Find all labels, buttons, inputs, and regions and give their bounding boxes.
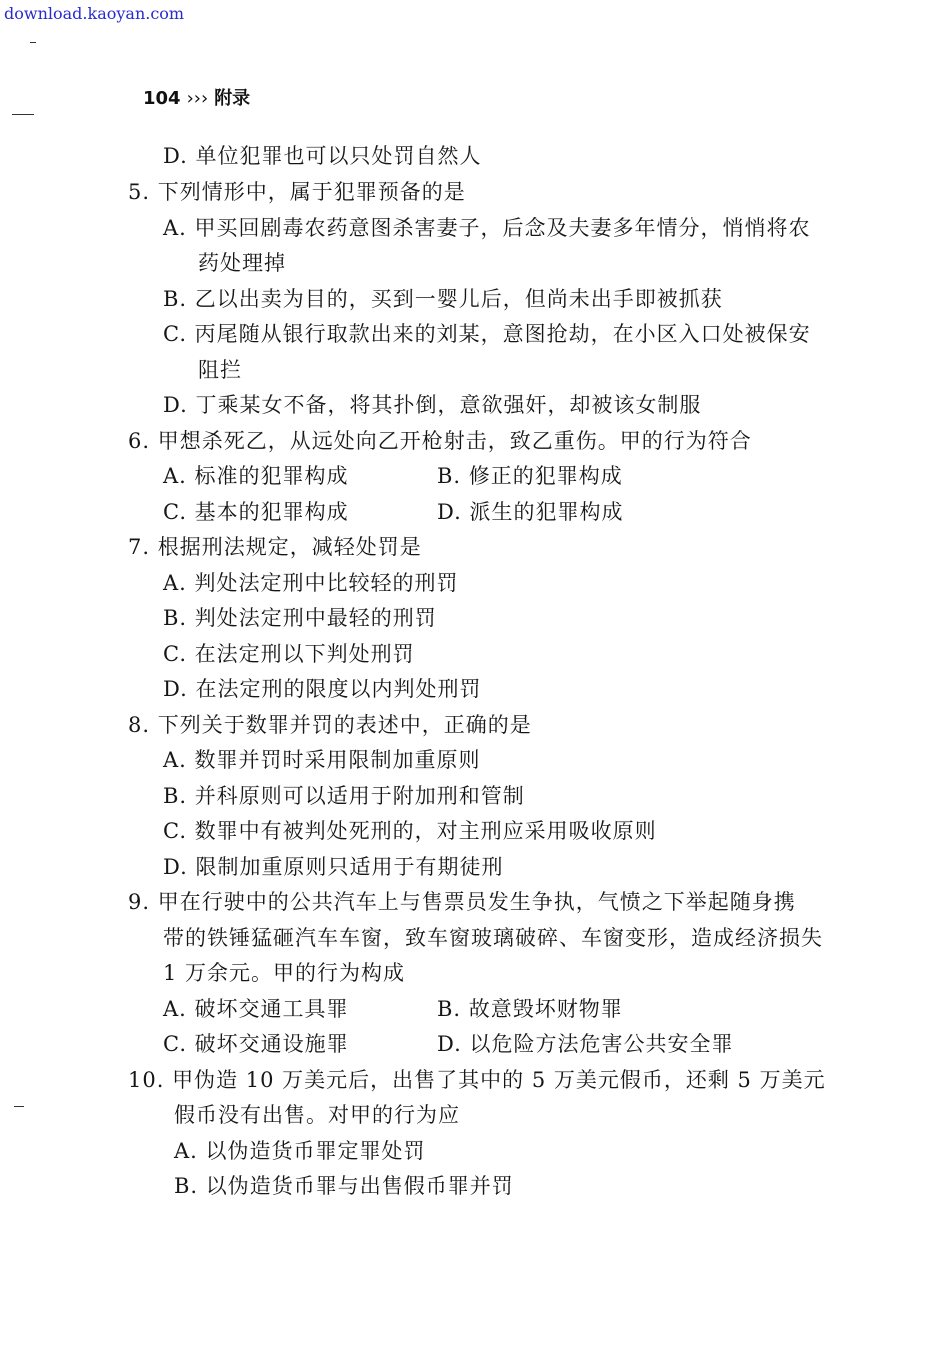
- page-number: 104: [143, 88, 181, 109]
- option-line: D. 丁乘某女不备，将其扑倒，意欲强奸，却被该女制服: [163, 393, 702, 417]
- option-line: A. 数罪并罚时采用限制加重原则: [163, 748, 481, 772]
- watermark-url: download.kaoyan.com: [4, 4, 185, 23]
- option-line: D. 限制加重原则只适用于有期徒刑: [163, 855, 504, 879]
- option-line: A. 以伪造货币罪定罪处罚: [174, 1139, 426, 1163]
- option-line: D. 派生的犯罪构成: [437, 500, 624, 524]
- scan-artifact: [30, 42, 36, 43]
- option-line: A. 判处法定刑中比较轻的刑罚: [163, 571, 459, 595]
- question-5: 5. 下列情形中，属于犯罪预备的是: [128, 180, 466, 204]
- option-line: C. 丙尾随从银行取款出来的刘某，意图抢劫，在小区入口处被保安: [163, 322, 811, 346]
- option-line: C. 破坏交通设施罪: [163, 1032, 349, 1056]
- option-line: D. 以危险方法危害公共安全罪: [437, 1032, 734, 1056]
- question-10-cont: 假币没有出售。对甲的行为应: [174, 1103, 460, 1127]
- option-line: C. 数罪中有被判处死刑的，对主刑应采用吸收原则: [163, 819, 657, 843]
- option-line: A. 破坏交通工具罪: [163, 997, 349, 1021]
- question-9: 9. 甲在行驶中的公共汽车上与售票员发生争执，气愤之下举起随身携: [128, 890, 796, 914]
- option-line: B. 修正的犯罪构成: [437, 464, 623, 488]
- question-8: 8. 下列关于数罪并罚的表述中，正确的是: [128, 713, 532, 737]
- option-line: A. 标准的犯罪构成: [163, 464, 349, 488]
- option-line: B. 乙以出卖为目的，买到一婴儿后，但尚未出手即被抓获: [163, 287, 723, 311]
- option-line: D. 单位犯罪也可以只处罚自然人: [163, 144, 482, 168]
- option-line: B. 以伪造货币罪与出售假币罪并罚: [174, 1174, 514, 1198]
- option-line: 药处理掉: [198, 251, 286, 275]
- option-line: B. 判处法定刑中最轻的刑罚: [163, 606, 437, 630]
- option-line: B. 并科原则可以适用于附加刑和管制: [163, 784, 525, 808]
- separator-glyph: ›››: [186, 88, 209, 109]
- option-line: D. 在法定刑的限度以内判处刑罚: [163, 677, 482, 701]
- question-6: 6. 甲想杀死乙，从远处向乙开枪射击，致乙重伤。甲的行为符合: [128, 429, 752, 453]
- option-line: A. 甲买回剧毒农药意图杀害妻子，后念及夫妻多年情分，悄悄将农: [163, 216, 811, 240]
- option-line: C. 在法定刑以下判处刑罚: [163, 642, 415, 666]
- question-9-cont: 1 万余元。甲的行为构成: [163, 961, 406, 985]
- option-line: C. 基本的犯罪构成: [163, 500, 349, 524]
- question-9-cont: 带的铁锤猛砸汽车车窗，致车窗玻璃破碎、车窗变形，造成经济损失: [163, 926, 823, 950]
- scan-artifact: [14, 1106, 24, 1107]
- question-10: 10. 甲伪造 10 万美元后，出售了其中的 5 万美元假币，还剩 5 万美元: [128, 1068, 826, 1092]
- option-line: 阻拦: [198, 358, 242, 382]
- section-title: 附录: [214, 88, 251, 109]
- scan-artifact: [12, 114, 34, 115]
- option-line: B. 故意毁坏财物罪: [437, 997, 623, 1021]
- question-7: 7. 根据刑法规定，减轻处罚是: [128, 535, 422, 559]
- page-header: [143, 84, 250, 110]
